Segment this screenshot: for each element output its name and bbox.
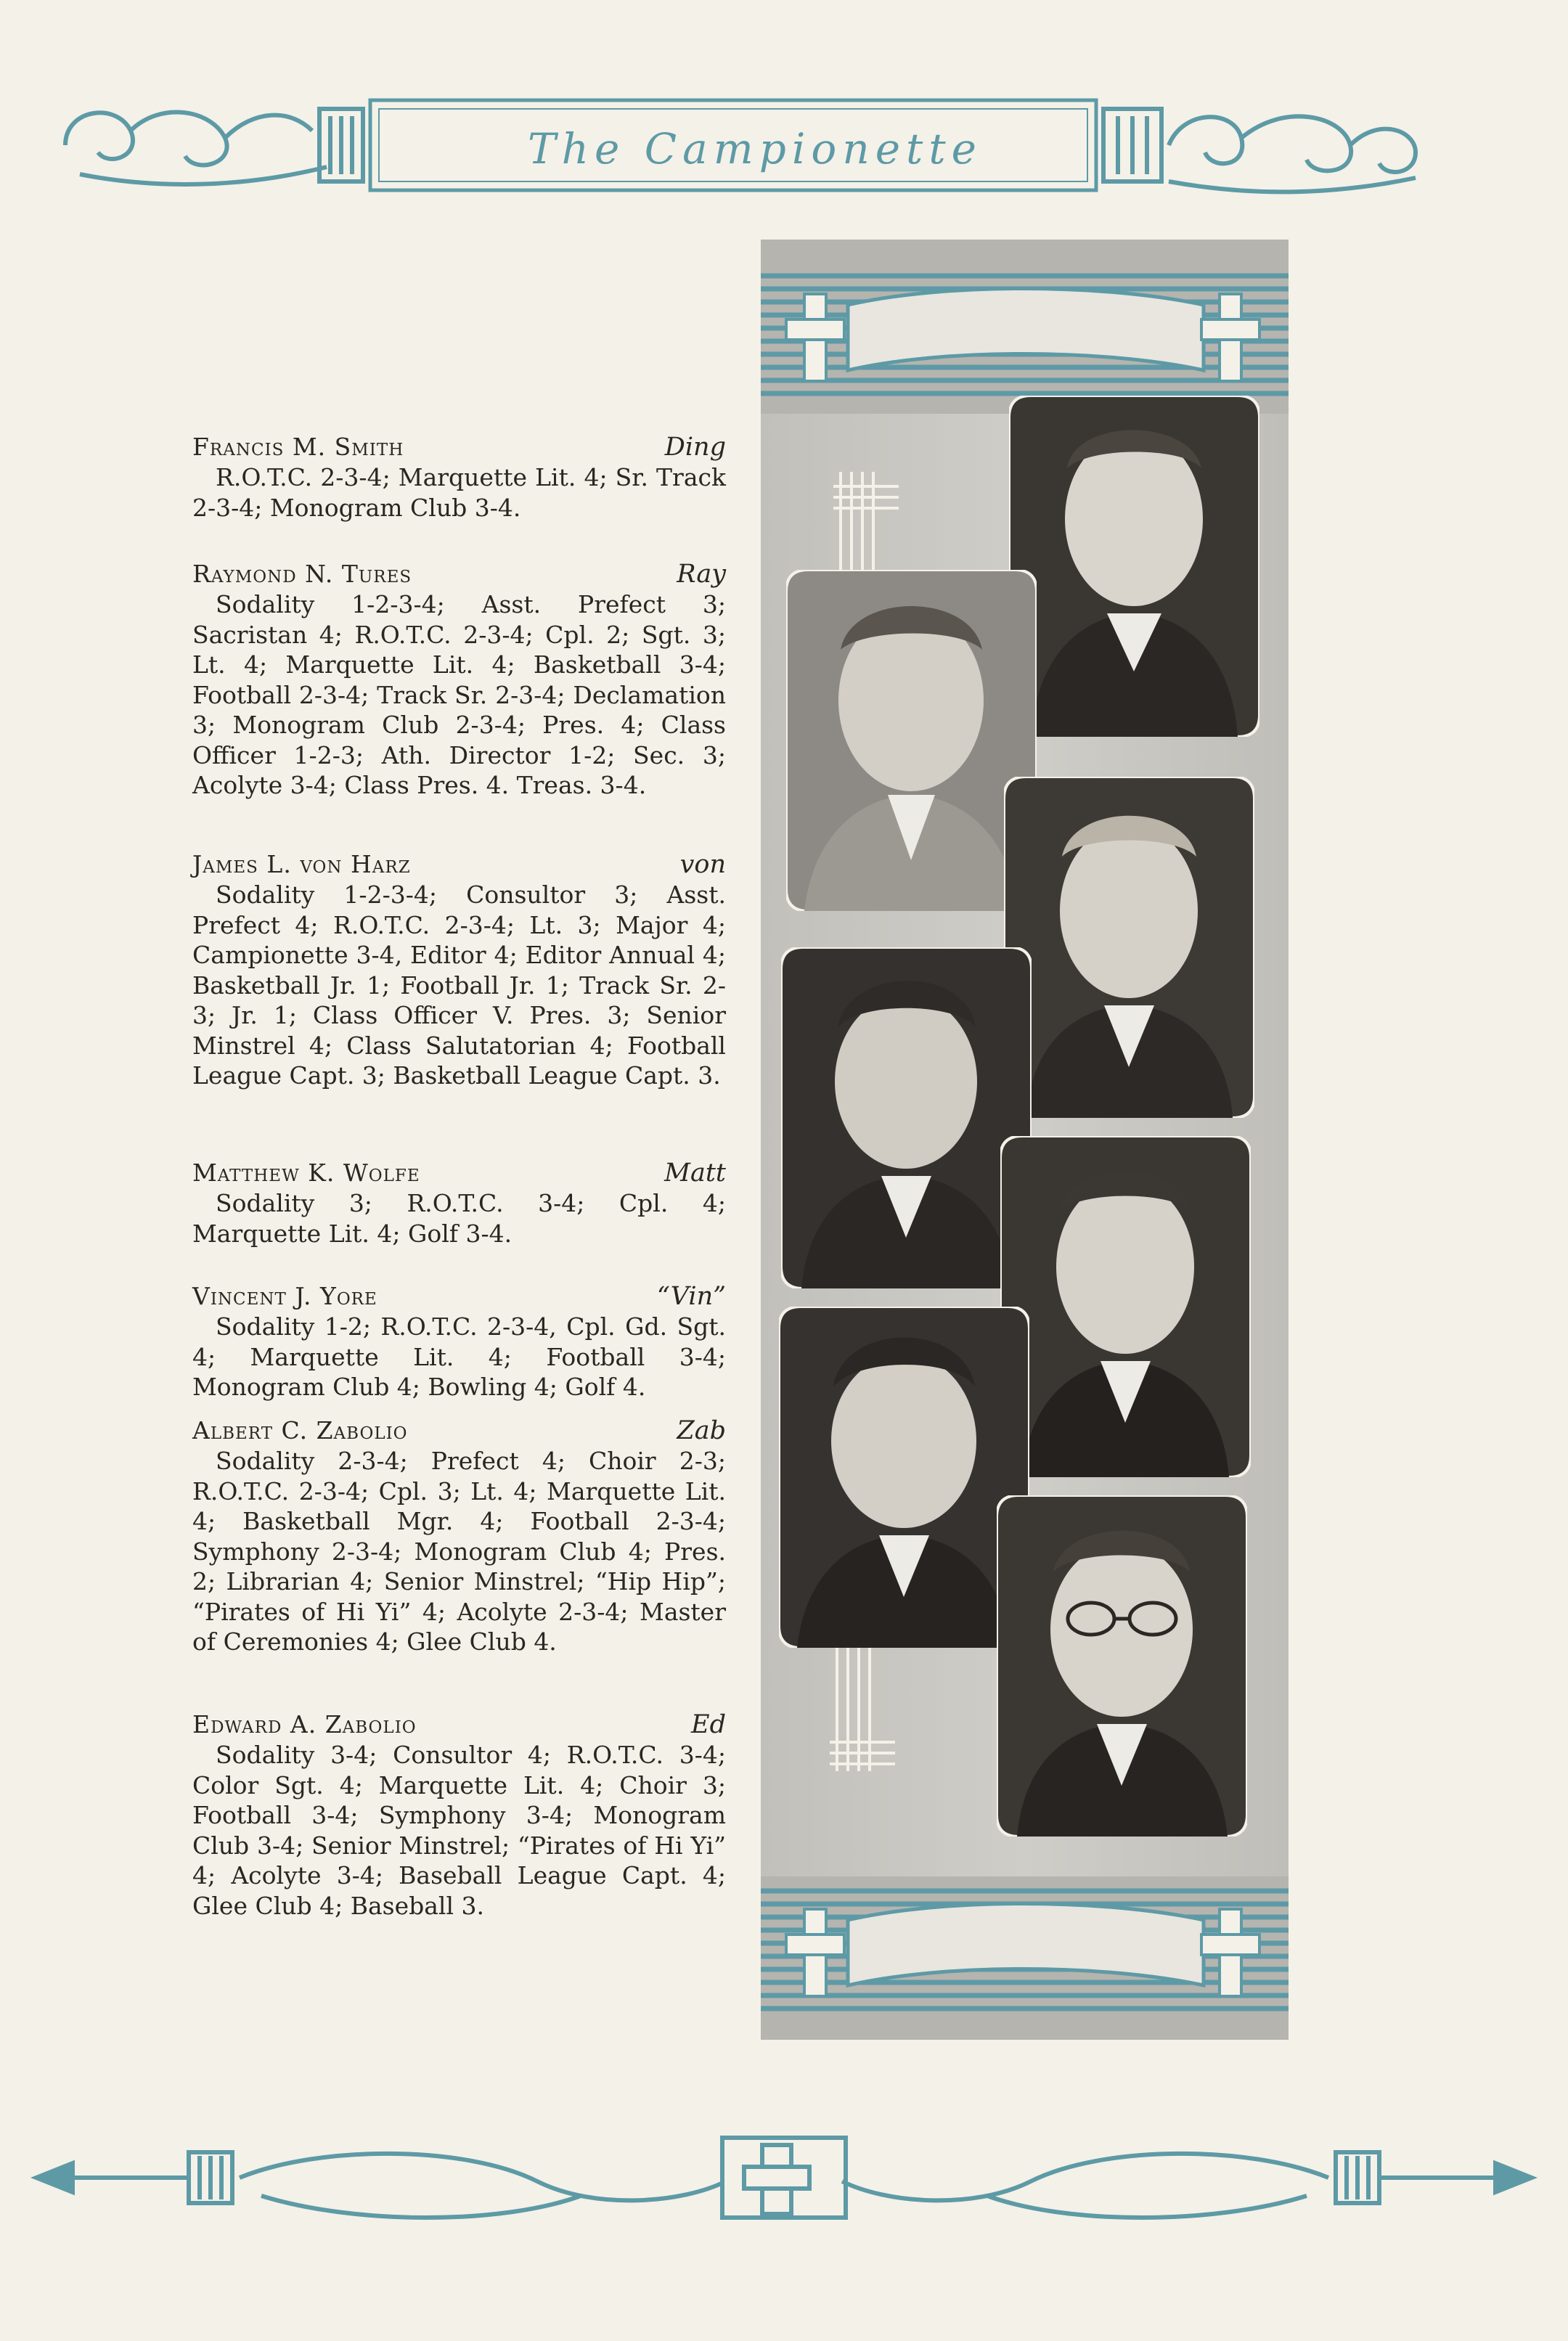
student-activities: R.O.T.C. 2-3-4; Marquette Lit. 4; Sr. Track 2-3-4; Monogram Club 3-4. xyxy=(192,463,726,522)
entry-francis-smith xyxy=(192,432,726,523)
header-title: The Campionette xyxy=(528,124,982,173)
student-name: Raymond N. Tures xyxy=(192,560,412,588)
student-name: Francis M. Smith xyxy=(192,433,404,461)
entry-raymond-tures xyxy=(192,559,726,801)
portrait-photo-1 xyxy=(1009,396,1259,737)
portrait-photo-2 xyxy=(786,570,1037,911)
portrait-photo-4 xyxy=(781,947,1032,1288)
student-activities: Sodality 3; R.O.T.C. 3-4; Cpl. 4; Marquette Lit. 4; Golf 3-4. xyxy=(192,1189,726,1248)
student-name: Edward A. Zabolio xyxy=(192,1710,417,1739)
student-name: Matthew K. Wolfe xyxy=(192,1159,420,1187)
student-activities: Sodality 2-3-4; Prefect 4; Choir 2-3; R.O.T.C. 2-3-4; Cpl. 3; Lt. 4; Marquette Lit. 4; Basketball Mgr. 4; Football 2-3-4; Symphony 2-3-4; Monogram Club 4; Pres. 2; Librarian 4; Senior Minstrel; “Hip Hip”; “Pirates of Hi Yi” 4; Acolyte 2-3-4; Master of Ceremonies 4; Glee Club 4. xyxy=(192,1447,726,1656)
deco-lines-bottom xyxy=(830,1648,895,1771)
student-nickname: Ed xyxy=(691,1710,726,1739)
student-activities: Sodality 1-2-3-4; Consultor 3; Asst. Prefect 4; R.O.T.C. 2-3-4; Lt. 3; Major 4; Campionette 3-4, Editor 4; Editor Annual 4; Basketball Jr. 1; Football Jr. 1; Track Sr. 2-3; Jr. 1; Class Officer V. Pres. 3; Senior Minstrel 4; Class Salutatorian 4; Football League Capt. 3; Basketball League Capt. 3. xyxy=(192,881,726,1090)
entry-edward-zabolio xyxy=(192,1709,726,1921)
header-banner xyxy=(51,87,1430,203)
student-nickname: Ding xyxy=(664,433,726,462)
student-name: James L. von Harz xyxy=(192,850,411,878)
student-nickname: Matt xyxy=(664,1159,726,1188)
portrait-photo-7 xyxy=(997,1495,1247,1837)
student-nickname: von xyxy=(679,850,726,879)
bottom-cross-banner xyxy=(761,1876,1289,2029)
student-nickname: Zab xyxy=(677,1416,726,1445)
student-nickname: Ray xyxy=(677,560,726,589)
top-cross-banner xyxy=(761,261,1289,414)
student-activities: Sodality 1-2; R.O.T.C. 2-3-4, Cpl. Gd. Sgt. 4; Marquette Lit. 4; Football 3-4; Monogram Club 4; Bowling 4; Golf 4. xyxy=(192,1312,726,1401)
student-activities: Sodality 3-4; Consultor 4; R.O.T.C. 3-4; Color Sgt. 4; Marquette Lit. 4; Choir 3; Football 3-4; Symphony 3-4; Monogram Club 3-4; Senior Minstrel; “Pirates of Hi Yi” 4; Acolyte 3-4; Baseball League Capt. 4; Glee Club 4; Baseball 3. xyxy=(192,1741,726,1920)
student-activities: Sodality 1-2-3-4; Asst. Prefect 3; Sacristan 4; R.O.T.C. 2-3-4; Cpl. 2; Sgt. 3; Lt. 4; Marquette Lit. 4; Basketball 3-4; Football 2-3-4; Track Sr. 2-3-4; Declamation 3; Monogram Club 2-3-4; Pres. 4; Class Officer 1-2-3; Ath. Director 1-2; Sec. 3; Acolyte 3-4; Class Pres. 4. Treas. 3-4. xyxy=(192,590,726,799)
portrait-photo-6 xyxy=(779,1307,1029,1648)
portrait-photo-3 xyxy=(1004,777,1254,1118)
student-name: Vincent J. Yore xyxy=(192,1282,377,1310)
student-nickname: “Vin” xyxy=(656,1282,726,1311)
entry-matthew-wolfe xyxy=(192,1158,726,1249)
entry-vincent-yore xyxy=(192,1281,726,1402)
portrait-photo-5 xyxy=(1000,1136,1251,1477)
footer-ornament xyxy=(29,2116,1539,2239)
portrait-panel xyxy=(761,240,1289,2040)
entry-james-von-harz xyxy=(192,849,726,1091)
entry-albert-zabolio xyxy=(192,1415,726,1657)
student-name: Albert C. Zabolio xyxy=(192,1416,408,1445)
